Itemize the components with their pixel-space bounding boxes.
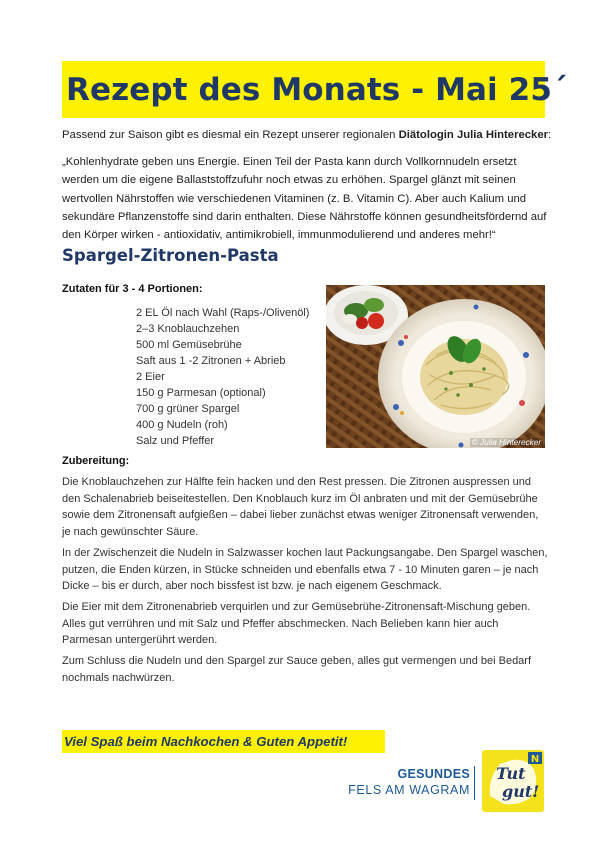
ingredient-item: 400 g Nudeln (roh) — [136, 419, 228, 431]
logo-text-2: gut! — [502, 782, 540, 801]
intro-suffix: : — [548, 129, 552, 141]
brand-line-2: FELS AM WAGRAM — [348, 783, 470, 797]
ingredient-item: 700 g grüner Spargel — [136, 403, 240, 415]
ingredient-item: 150 g Parmesan (optional) — [136, 387, 266, 399]
logo-text-1: Tut — [496, 764, 526, 783]
dietitian-quote: „Kohlenhydrate geben uns Energie. Einen Teil der Pasta kann durch Vollkornnudeln ersetzt werden um die eigene Ballaststoffzufuhr noch etwas zu erhöhen. Spargel glänzt mit seinen wertvollen Nährstoffen wie verschiedenen Vitaminen (z. B. Vitamin C). Aber auch Kalium und sekundäre Pflanzenstoffe sind darin enthalten. Diese Nährstoffe können gesundheitsfördernd auf den Körper wirken - antioxidativ, antimikrobiell, immunmodulierend und anderes mehr!“ — [62, 156, 547, 242]
ingredient-item: 2 EL Öl nach Wahl (Raps-/Olivenöl) — [136, 307, 310, 319]
ingredient-item: Saft aus 1 -2 Zitronen + Abrieb — [136, 355, 286, 367]
pasta-plate-image — [326, 285, 545, 448]
ingredient-item: 500 ml Gemüsebrühe — [136, 339, 242, 351]
brand-divider — [474, 766, 475, 800]
tut-gut-logo-icon — [482, 750, 544, 812]
ingredients-heading: Zutaten für 3 - 4 Portionen: — [62, 283, 203, 295]
preparation-steps — [62, 474, 548, 690]
closing-banner — [62, 730, 385, 753]
ingredient-item: 2–3 Knoblauchzehen — [136, 323, 240, 335]
page-title: Rezept des Monats - Mai 25´ — [66, 71, 568, 108]
step-paragraph: Die Eier mit dem Zitronenabrieb verquirlen und zur Gemüsebrühe-Zitronensaft-Mischung geben. Alles gut verrühren und mit Salz und Pfeffer abschmecken. Nach Belieben kann hier auch Parmesan untergerührt werden. — [62, 600, 531, 647]
preparation-heading: Zubereitung: — [62, 455, 130, 467]
logo-badge-text: N — [530, 754, 540, 765]
closing-text: Viel Spaß beim Nachkochen & Guten Appetit! — [64, 734, 348, 749]
step-paragraph: Die Knoblauchzehen zur Hälfte fein hacken und den Rest pressen. Die Zitronen auspressen und den Schalenabrieb beiseitestellen. Den Knoblauch kurz im Öl anbraten und mit der Gemüsebrühe sowie dem Zitronensaft aufgießen – dabei lieber zunächst etwas weniger Zitronensaft verwenden, je nach gewünschter Säure. — [62, 476, 539, 539]
tut-gut-logo — [482, 750, 544, 812]
step-paragraph: In der Zwischenzeit die Nudeln in Salzwasser kochen laut Packungsangabe. Den Spargel waschen, putzen, die Enden kürzen, in Stücke schneiden und ebenfalls etwa 7 - 10 Minuten garen – je nach Dicke – bis er durch, aber noch bissfest ist bzw. je nach eigenem Geschmack. — [62, 546, 548, 593]
title-banner — [62, 61, 568, 118]
intro-text — [62, 127, 552, 143]
step-paragraph: Zum Schluss die Nudeln und den Spargel zur Sauce geben, alles gut vermengen und bei Bedarf nochmals nachwürzen. — [62, 655, 532, 684]
ingredient-item: 2 Eier — [136, 371, 165, 383]
intro-author: Diätologin Julia Hinterecker — [398, 129, 549, 141]
photo-credit: © Julia Hinterecker — [471, 438, 541, 447]
brand-line-1: GESUNDES — [397, 767, 470, 781]
brand-wordmark — [330, 766, 470, 798]
intro-prefix: Passend zur Saison gibt es diesmal ein Rezept unserer regionalen — [62, 129, 399, 141]
ingredients-list — [136, 305, 309, 449]
recipe-photo — [326, 285, 545, 448]
ingredient-item: Salz und Pfeffer — [136, 435, 215, 447]
recipe-title: Spargel-Zitronen-Pasta — [62, 246, 279, 265]
